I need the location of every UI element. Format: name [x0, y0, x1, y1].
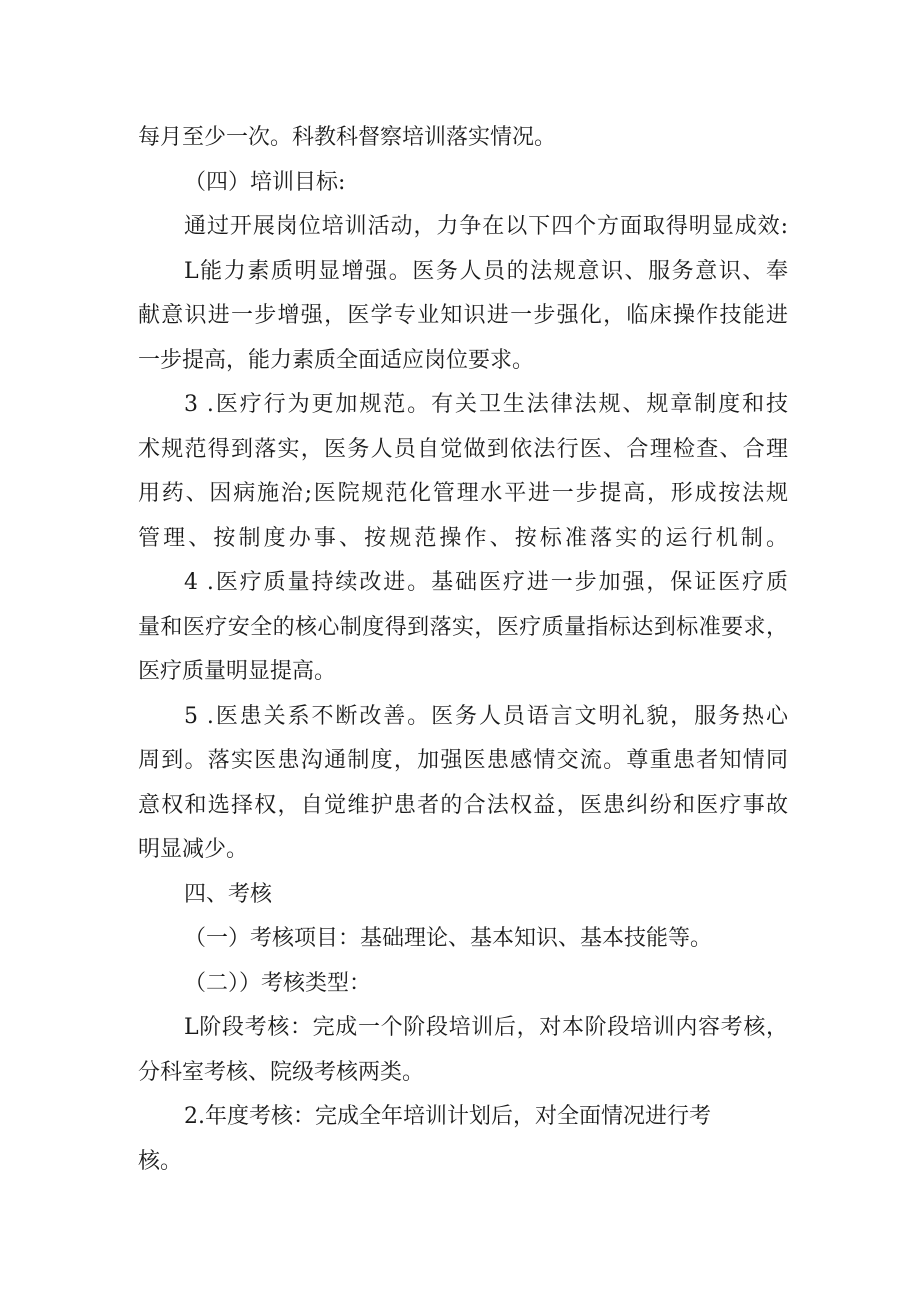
text-line: 献意识进一步增强，医学专业知识进一步强化，临床操作技能进	[138, 303, 788, 328]
text-line: 分科室考核、院级考核两类。	[138, 1059, 425, 1085]
text-line: （一）考核项目：基础理论、基本知识、基本技能等。	[184, 926, 713, 951]
list-item-4-line: 4 .医疗质量持续改进。基础医疗进一步加强，保证医疗质	[184, 570, 788, 595]
section-heading-training-goals: （四）培训目标:	[184, 169, 346, 195]
text-line: 周到。落实医患沟通制度，加强医患感情交流。尊重患者知情同	[138, 748, 788, 773]
text-line: 明显减少。	[138, 837, 249, 862]
text-line: 管理、按制度办事、按规范操作、按标准落实的运行机制。	[138, 525, 788, 551]
list-item-5-line: 5 .医患关系不断改善。医务人员语言文明礼貌，服务热心	[184, 703, 788, 729]
document-body	[138, 116, 788, 1184]
list-item-stage-assessment: L阶段考核：完成一个阶段培训后，对本阶段培训内容考核，	[184, 1015, 788, 1040]
list-item-annual-assessment: 2.年度考核：完成全年培训计划后，对全面情况进行考	[184, 1104, 711, 1129]
text-line: 通过开展岗位培训活动，力争在以下四个方面取得明显成效:	[184, 214, 788, 239]
text-line: （二））考核类型：	[184, 970, 372, 996]
list-item-1-line: L能力素质明显增强。医务人员的法规意识、服务意识、奉	[184, 258, 788, 284]
text-line: 医疗质量明显提高。	[138, 659, 337, 684]
text-line: 核。	[138, 1148, 183, 1174]
text-line: 一步提高，能力素质全面适应岗位要求。	[138, 347, 535, 373]
text-line: 术规范得到落实，医务人员自觉做到依法行医、合理检查、合理	[138, 436, 788, 462]
list-item-3-line: 3 .医疗行为更加规范。有关卫生法律法规、规章制度和技	[184, 392, 788, 417]
text-line: 意权和选择权，自觉维护患者的合法权益，医患纠纷和医疗事故	[138, 792, 788, 818]
text-line: 用药、因病施治;医院规范化管理水平进一步提高，形成按法规	[138, 481, 788, 506]
text-line: 量和医疗安全的核心制度得到落实，医疗质量指标达到标准要求，	[138, 614, 788, 640]
section-heading-assessment: 四、考核	[184, 881, 273, 907]
text-line: 每月至少一次。科教科督察培训落实情况。	[138, 125, 557, 150]
